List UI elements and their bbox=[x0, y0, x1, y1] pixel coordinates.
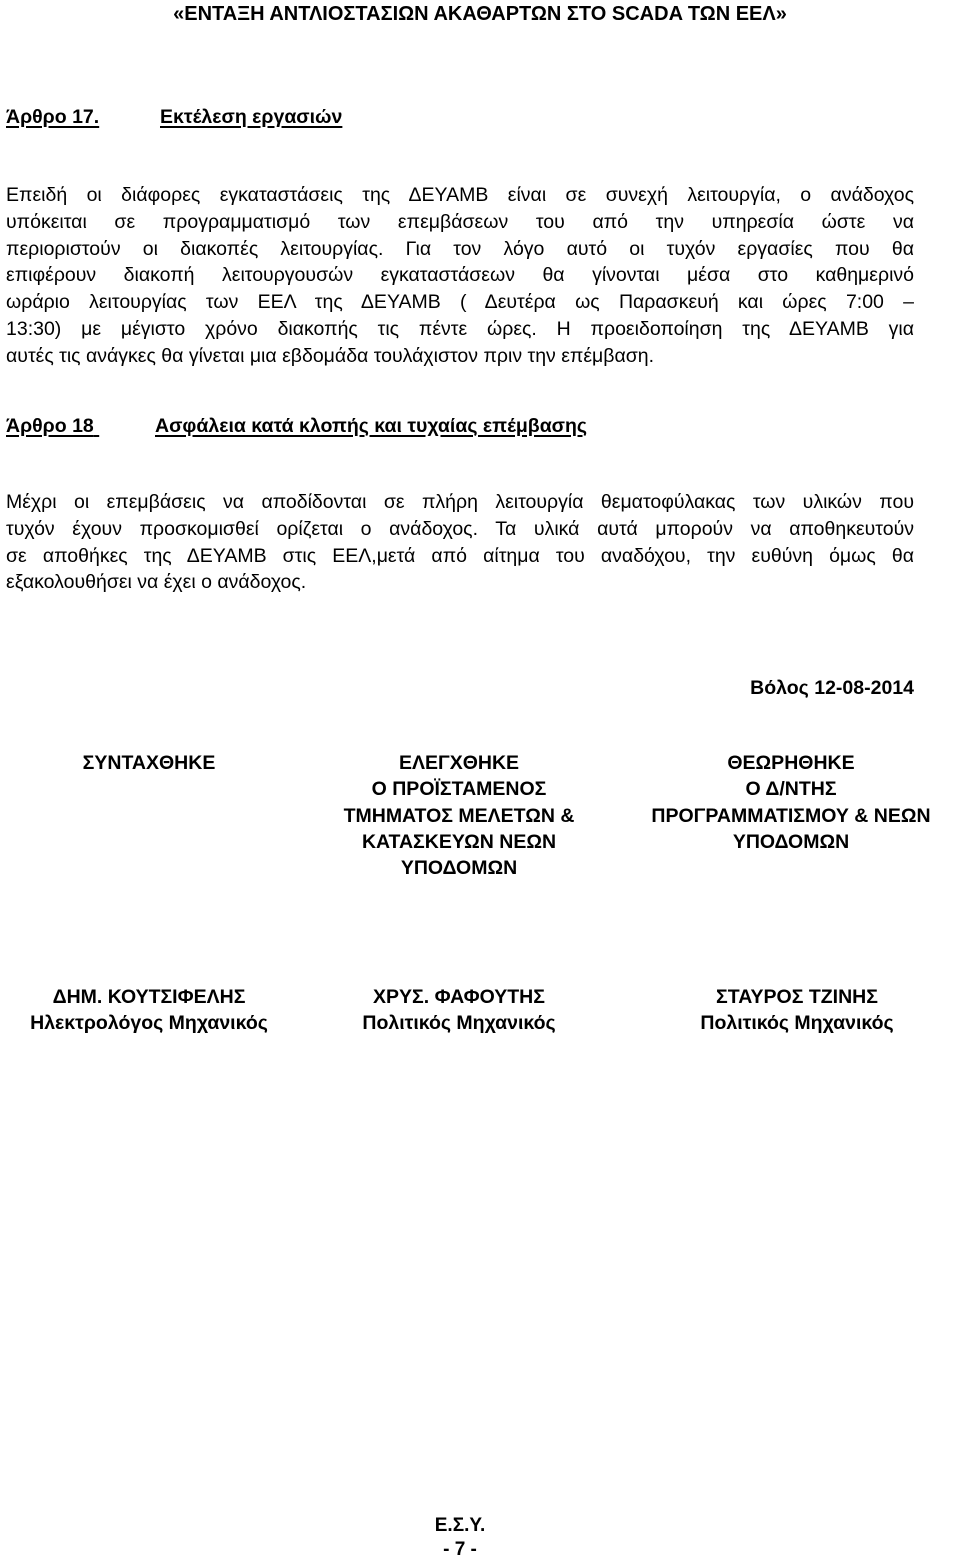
role-line: ΤΜΗΜΑΤΟΣ ΜΕΛΕΤΩΝ & bbox=[343, 804, 575, 827]
role-line: ΥΠΟΔΟΜΩΝ bbox=[400, 857, 518, 880]
role-line: ΕΛΕΓΧΘΗΚΕ bbox=[398, 752, 520, 774]
signature-role-drafted bbox=[40, 750, 258, 776]
footer-org: Ε.Σ.Υ. bbox=[434, 1515, 486, 1536]
paragraph-line: 13:30) με μέγιστο χρόνο διακοπής τις πέντε ώρες. Η προειδοποίηση της ΔΕΥΑΜΒ για bbox=[6, 317, 914, 340]
signature-approved bbox=[648, 984, 946, 1037]
article-17-number: Άρθρο 17. bbox=[6, 106, 100, 128]
role-line: ΠΡΟΓΡΑΜΜΑΤΙΣΜΟΥ & ΝΕΩΝ bbox=[651, 804, 931, 827]
article-18-body bbox=[6, 489, 914, 596]
signatory-name: ΧΡΥΣ. ΦΑΦΟΥΤΗΣ bbox=[373, 986, 545, 1008]
footer-page-number: - 7 - bbox=[443, 1539, 477, 1560]
place-date: Βόλος 12-08-2014 bbox=[750, 677, 914, 699]
paragraph-line: σε αποθήκες της ΔΕΥΑΜΒ στις ΕΕΛ,μετά από αίτημα του αναδόχου, την ευθύνη όμως θα bbox=[6, 544, 914, 567]
article-18-title-wrap bbox=[155, 413, 587, 439]
role-line: Ο Δ/ΝΤΗΣ bbox=[745, 778, 837, 801]
role-line: ΘΕΩΡΗΘΗΚΕ bbox=[727, 752, 855, 774]
paragraph-line: ωράριο λειτουργίας των ΕΕΛ της ΔΕΥΑΜΒ ( Δευτέρα ως Παρασκευή και ώρες 7:00 – bbox=[6, 291, 914, 314]
role-line: Ο ΠΡΟΪΣΤΑΜΕΝΟΣ bbox=[371, 778, 547, 801]
article-18-title: Ασφάλεια κατά κλοπής και τυχαίας επέμβασης bbox=[155, 415, 588, 437]
paragraph-line: τυχόν έχουν προσκομισθεί ορίζεται ο ανάδοχος. Τα υλικά αυτά μπορούν να αποθηκευτούν bbox=[6, 517, 914, 540]
paragraph-line: περιοριστούν οι διακοπές λειτουργίας. Για τον λόγο αυτό οι τυχόν εργασίες που θα bbox=[6, 237, 914, 260]
role-line: ΣΥΝΤΑΧΘΗΚΕ bbox=[82, 752, 216, 774]
signatory-name: ΣΤΑΥΡΟΣ ΤΖΙΝΗΣ bbox=[716, 986, 878, 1008]
signatory-title: Ηλεκτρολόγος Μηχανικός bbox=[30, 1012, 268, 1035]
role-line: ΥΠΟΔΟΜΩΝ bbox=[732, 830, 850, 853]
article-18-number: Άρθρο 18 bbox=[6, 415, 94, 437]
signature-drafted bbox=[0, 984, 298, 1037]
footer bbox=[0, 1514, 920, 1562]
signature-checked bbox=[310, 984, 608, 1037]
role-line: ΚΑΤΑΣΚΕΥΩΝ ΝΕΩΝ bbox=[361, 830, 557, 853]
paragraph-line: Μέχρι οι επεμβάσεις να αποδίδονται σε πλήρη λειτουργία θεματοφύλακας των υλικών που bbox=[6, 491, 914, 513]
article-17-title-wrap bbox=[160, 104, 342, 130]
signature-role-approved bbox=[622, 750, 960, 855]
paragraph-line: αυτές τις ανάγκες θα γίνεται μια εβδομάδα τουλάχιστον πριν την επέμβαση. bbox=[6, 344, 655, 367]
document-header-title: «ΕΝΤΑΞΗ ΑΝΤΛΙΟΣΤΑΣΙΩΝ ΑΚΑΘΑΡΤΩΝ ΣΤΟ SCADA ΤΩΝ ΕΕΛ» bbox=[173, 3, 787, 25]
article-17-body bbox=[6, 182, 914, 370]
paragraph-line: Επειδή οι διάφορες εγκαταστάσεις της ΔΕΥΑΜΒ είναι σε συνεχή λειτουργία, ο ανάδοχος bbox=[6, 184, 914, 206]
signature-role-checked bbox=[300, 750, 618, 881]
signatory-title: Πολιτικός Μηχανικός bbox=[700, 1012, 894, 1035]
article-18-heading bbox=[6, 413, 142, 439]
article-17-heading bbox=[6, 104, 99, 130]
paragraph-line: επιφέρουν διακοπή λειτουργουσών εγκαταστάσεων θα γίνονται μέσα στο καθημερινό bbox=[6, 264, 914, 287]
signatory-title: Πολιτικός Μηχανικός bbox=[362, 1012, 556, 1035]
article-17-title: Εκτέλεση εργασιών bbox=[160, 106, 343, 128]
paragraph-line: υπόκειται σε προγραμματισμό των επεμβάσεων του από την υπηρεσία ώστε να bbox=[6, 210, 914, 233]
signatory-name: ΔΗΜ. ΚΟΥΤΣΙΦΕΛΗΣ bbox=[52, 986, 246, 1008]
paragraph-line: εξακολουθήσει να έχει ο ανάδοχος. bbox=[6, 571, 307, 594]
heading-underline-gap bbox=[94, 413, 142, 439]
